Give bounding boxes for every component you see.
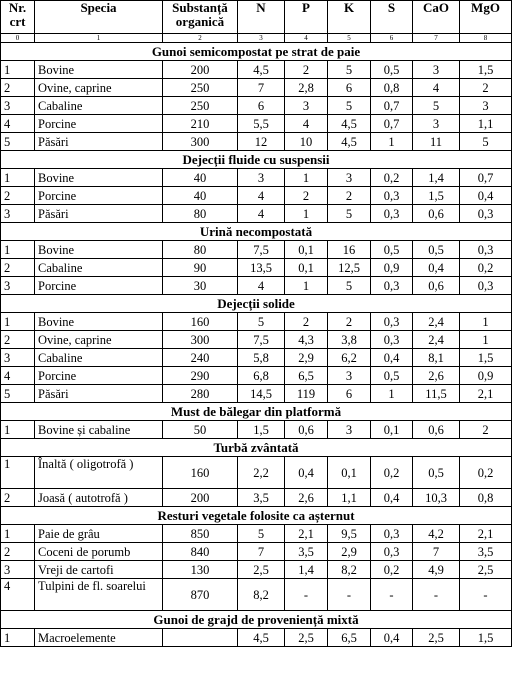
value-cell: 5 [328, 205, 371, 223]
value-cell: 3,5 [460, 543, 512, 561]
value-cell: 2,4 [413, 313, 460, 331]
value-cell: 6,8 [238, 367, 285, 385]
section-header-row [1, 43, 512, 61]
value-cell: 6 [238, 97, 285, 115]
value-cell: 119 [285, 385, 328, 403]
section-title: Gunoi semicompostat pe strat de paie [1, 43, 512, 61]
value-cell: 0,4 [371, 629, 413, 647]
value-cell: 290 [163, 367, 238, 385]
section-title: Dejecții solide [1, 295, 512, 313]
value-cell: 8,2 [238, 579, 285, 611]
value-cell: 5 [238, 525, 285, 543]
row-number-cell: 3 [1, 349, 35, 367]
value-cell: 5 [328, 97, 371, 115]
value-cell: 11 [413, 133, 460, 151]
row-number-cell: 2 [1, 259, 35, 277]
section-header-row [1, 295, 512, 313]
value-cell: 7 [238, 543, 285, 561]
value-cell: 0,5 [371, 367, 413, 385]
value-cell: 0,3 [371, 205, 413, 223]
table-row [1, 241, 512, 259]
table-row [1, 543, 512, 561]
value-cell: 1 [371, 385, 413, 403]
value-cell: 8,1 [413, 349, 460, 367]
section-header-row [1, 439, 512, 457]
row-number-cell: 1 [1, 629, 35, 647]
value-cell: 4,5 [238, 629, 285, 647]
value-cell: 1,5 [413, 187, 460, 205]
value-cell: 0,3 [460, 277, 512, 295]
value-cell: 6,2 [328, 349, 371, 367]
value-cell: 210 [163, 115, 238, 133]
value-cell: 90 [163, 259, 238, 277]
value-cell: 6 [328, 79, 371, 97]
row-number-cell: 3 [1, 277, 35, 295]
value-cell: 1 [285, 169, 328, 187]
value-cell: 1,5 [460, 61, 512, 79]
species-cell: Ovine, caprine [35, 79, 163, 97]
value-cell: 13,5 [238, 259, 285, 277]
value-cell: 4,3 [285, 331, 328, 349]
species-cell: Porcine [35, 187, 163, 205]
table-row [1, 561, 512, 579]
value-cell: 5,5 [238, 115, 285, 133]
value-cell: 9,5 [328, 525, 371, 543]
species-cell: Porcine [35, 367, 163, 385]
value-cell: 0,3 [460, 205, 512, 223]
value-cell: 6,5 [328, 629, 371, 647]
row-number-cell: 4 [1, 579, 35, 611]
value-cell: 0,3 [371, 313, 413, 331]
value-cell: 2 [460, 79, 512, 97]
section-title: Dejecții fluide cu suspensii [1, 151, 512, 169]
species-cell: Porcine [35, 115, 163, 133]
value-cell: 4,5 [328, 115, 371, 133]
value-cell: 0,5 [371, 241, 413, 259]
value-cell: 1 [460, 313, 512, 331]
table-row [1, 331, 512, 349]
value-cell: 2,5 [413, 629, 460, 647]
value-cell: 2,1 [460, 385, 512, 403]
species-cell: Ovine, caprine [35, 331, 163, 349]
row-number-cell: 4 [1, 115, 35, 133]
value-cell: 0,3 [371, 331, 413, 349]
row-number-cell: 2 [1, 331, 35, 349]
col-index: 6 [371, 34, 413, 43]
value-cell: 2,1 [285, 525, 328, 543]
value-cell: 0,2 [371, 457, 413, 489]
value-cell: 2,1 [460, 525, 512, 543]
value-cell: 7,5 [238, 331, 285, 349]
value-cell: 0,4 [371, 489, 413, 507]
value-cell: 0,3 [371, 277, 413, 295]
value-cell: 3,5 [285, 543, 328, 561]
value-cell: 130 [163, 561, 238, 579]
value-cell: 3 [328, 367, 371, 385]
value-cell: 240 [163, 349, 238, 367]
value-cell: 0,6 [285, 421, 328, 439]
table-row [1, 349, 512, 367]
value-cell: 5 [238, 313, 285, 331]
value-cell: 160 [163, 313, 238, 331]
value-cell: 0,2 [460, 457, 512, 489]
value-cell: 2 [285, 61, 328, 79]
col-index: 2 [163, 34, 238, 43]
value-cell: 0,3 [371, 187, 413, 205]
row-number-cell: 2 [1, 543, 35, 561]
value-cell: 0,7 [371, 115, 413, 133]
species-cell: Cabaline [35, 97, 163, 115]
header-row [1, 1, 512, 34]
col-index: 0 [1, 34, 35, 43]
value-cell: 1 [371, 133, 413, 151]
value-cell: 0,6 [413, 277, 460, 295]
value-cell: 3,8 [328, 331, 371, 349]
value-cell: 0,5 [413, 241, 460, 259]
value-cell: 0,5 [371, 61, 413, 79]
value-cell: 0,2 [460, 259, 512, 277]
value-cell: 7,5 [238, 241, 285, 259]
value-cell: 4 [238, 277, 285, 295]
value-cell: 850 [163, 525, 238, 543]
section-title: Must de bălegar din platformă [1, 403, 512, 421]
value-cell: 3 [285, 97, 328, 115]
value-cell: 80 [163, 241, 238, 259]
value-cell: 2 [460, 421, 512, 439]
col-header-n: N [238, 1, 285, 34]
value-cell: 0,3 [371, 543, 413, 561]
value-cell: 0,9 [371, 259, 413, 277]
row-number-cell: 2 [1, 79, 35, 97]
value-cell: 11,5 [413, 385, 460, 403]
value-cell: 2 [285, 187, 328, 205]
species-cell: Bovine [35, 61, 163, 79]
row-number-cell: 1 [1, 525, 35, 543]
value-cell: 1 [285, 277, 328, 295]
value-cell: 16 [328, 241, 371, 259]
species-cell: Păsări [35, 133, 163, 151]
value-cell: 7 [413, 543, 460, 561]
value-cell: 8,2 [328, 561, 371, 579]
col-index: 3 [238, 34, 285, 43]
row-number-cell: 2 [1, 489, 35, 507]
species-cell: Înaltă ( oligotrofă ) [35, 457, 163, 489]
value-cell: 160 [163, 457, 238, 489]
value-cell: 0,1 [285, 259, 328, 277]
row-number-cell: 1 [1, 241, 35, 259]
value-cell: 1 [460, 331, 512, 349]
section-title: Urină necompostată [1, 223, 512, 241]
species-cell: Păsări [35, 385, 163, 403]
value-cell: 5 [328, 61, 371, 79]
value-cell: 5,8 [238, 349, 285, 367]
value-cell: 40 [163, 187, 238, 205]
value-cell: 5 [413, 97, 460, 115]
value-cell: - [328, 579, 371, 611]
value-cell: 2,5 [238, 561, 285, 579]
species-cell: Păsări [35, 205, 163, 223]
value-cell: 2,6 [285, 489, 328, 507]
value-cell: 280 [163, 385, 238, 403]
table-row [1, 187, 512, 205]
table-row [1, 169, 512, 187]
table-row [1, 421, 512, 439]
row-number-cell: 2 [1, 187, 35, 205]
table-row [1, 525, 512, 543]
value-cell: 3 [413, 61, 460, 79]
row-number-cell: 3 [1, 97, 35, 115]
row-number-cell: 1 [1, 61, 35, 79]
value-cell: 6,5 [285, 367, 328, 385]
value-cell: 0,4 [371, 349, 413, 367]
table-row [1, 61, 512, 79]
col-header-substanta: Substanță organică [163, 1, 238, 34]
value-cell: 200 [163, 489, 238, 507]
value-cell: 870 [163, 579, 238, 611]
value-cell: 1,1 [460, 115, 512, 133]
value-cell: 0,9 [460, 367, 512, 385]
value-cell: - [413, 579, 460, 611]
section-header-row [1, 223, 512, 241]
col-index: 4 [285, 34, 328, 43]
row-number-cell: 1 [1, 421, 35, 439]
col-index: 5 [328, 34, 371, 43]
col-header-k: K [328, 1, 371, 34]
value-cell: 0,1 [285, 241, 328, 259]
value-cell: 4,5 [328, 133, 371, 151]
column-index-row [1, 34, 512, 43]
value-cell: 3 [328, 169, 371, 187]
value-cell: 3 [460, 97, 512, 115]
value-cell: 0,8 [460, 489, 512, 507]
col-header-specia: Specia [35, 1, 163, 34]
value-cell: 40 [163, 169, 238, 187]
value-cell: - [371, 579, 413, 611]
value-cell: 1 [285, 205, 328, 223]
table-row [1, 629, 512, 647]
value-cell: 2 [285, 313, 328, 331]
species-cell: Porcine [35, 277, 163, 295]
species-cell: Tulpini de fl. soarelui [35, 579, 163, 611]
section-header-row [1, 403, 512, 421]
col-header-s: S [371, 1, 413, 34]
table-row [1, 277, 512, 295]
value-cell: 0,1 [371, 421, 413, 439]
table-row [1, 259, 512, 277]
value-cell: 0,6 [413, 205, 460, 223]
value-cell: 10 [285, 133, 328, 151]
value-cell: 300 [163, 331, 238, 349]
table-row [1, 367, 512, 385]
species-cell: Bovine [35, 313, 163, 331]
value-cell: 4,2 [413, 525, 460, 543]
species-cell: Macroelemente [35, 629, 163, 647]
value-cell: 2,9 [285, 349, 328, 367]
value-cell: 3,5 [238, 489, 285, 507]
value-cell: 14,5 [238, 385, 285, 403]
value-cell: 3 [238, 169, 285, 187]
value-cell: 5 [460, 133, 512, 151]
value-cell: 12,5 [328, 259, 371, 277]
value-cell: 200 [163, 61, 238, 79]
species-cell: Cabaline [35, 259, 163, 277]
value-cell: 2,4 [413, 331, 460, 349]
col-header-p: P [285, 1, 328, 34]
value-cell: 250 [163, 97, 238, 115]
table-row [1, 385, 512, 403]
value-cell: 10,3 [413, 489, 460, 507]
value-cell: 2 [328, 313, 371, 331]
value-cell: 4 [285, 115, 328, 133]
value-cell: 5 [328, 277, 371, 295]
row-number-cell: 5 [1, 133, 35, 151]
value-cell: 4,9 [413, 561, 460, 579]
section-title: Gunoi de grajd de proveniență mixtă [1, 611, 512, 629]
value-cell: 1,5 [238, 421, 285, 439]
value-cell: 4,5 [238, 61, 285, 79]
value-cell: 0,2 [371, 561, 413, 579]
table-row [1, 133, 512, 151]
species-cell: Cabaline [35, 349, 163, 367]
col-header-mgo: MgO [460, 1, 512, 34]
value-cell: 840 [163, 543, 238, 561]
row-number-cell: 1 [1, 169, 35, 187]
value-cell: 0,1 [328, 457, 371, 489]
value-cell: 4 [238, 187, 285, 205]
value-cell: 3 [328, 421, 371, 439]
value-cell: - [460, 579, 512, 611]
table-body [1, 43, 512, 647]
value-cell: 80 [163, 205, 238, 223]
value-cell: 0,4 [285, 457, 328, 489]
species-cell: Bovine și cabaline [35, 421, 163, 439]
table-row [1, 205, 512, 223]
value-cell: 12 [238, 133, 285, 151]
value-cell: - [285, 579, 328, 611]
value-cell: 2,5 [285, 629, 328, 647]
value-cell: 0,3 [460, 241, 512, 259]
value-cell: 6 [328, 385, 371, 403]
table-row [1, 97, 512, 115]
value-cell: 0,2 [371, 169, 413, 187]
value-cell: 1,4 [285, 561, 328, 579]
row-number-cell: 3 [1, 205, 35, 223]
value-cell: 1,1 [328, 489, 371, 507]
species-cell: Joasă ( autotrofă ) [35, 489, 163, 507]
section-title: Resturi vegetale folosite ca așternut [1, 507, 512, 525]
value-cell: 3 [413, 115, 460, 133]
species-cell: Bovine [35, 241, 163, 259]
value-cell: 2,5 [460, 561, 512, 579]
value-cell: 0,4 [460, 187, 512, 205]
value-cell: 0,4 [413, 259, 460, 277]
value-cell: 1,4 [413, 169, 460, 187]
table-row [1, 115, 512, 133]
row-number-cell: 5 [1, 385, 35, 403]
col-header-cao: CaO [413, 1, 460, 34]
row-number-cell: 1 [1, 457, 35, 489]
col-index: 8 [460, 34, 512, 43]
value-cell: 0,7 [460, 169, 512, 187]
value-cell: 1,5 [460, 349, 512, 367]
value-cell: 7 [238, 79, 285, 97]
value-cell: 50 [163, 421, 238, 439]
species-cell: Coceni de porumb [35, 543, 163, 561]
value-cell: 0,5 [413, 457, 460, 489]
species-cell: Bovine [35, 169, 163, 187]
section-title: Turbă zvântată [1, 439, 512, 457]
value-cell: 0,7 [371, 97, 413, 115]
value-cell: 30 [163, 277, 238, 295]
row-number-cell: 3 [1, 561, 35, 579]
col-header-nr: Nr. crt [1, 1, 35, 34]
value-cell: 2,9 [328, 543, 371, 561]
value-cell: 2,8 [285, 79, 328, 97]
col-index: 1 [35, 34, 163, 43]
table-row [1, 457, 512, 489]
value-cell [163, 629, 238, 647]
species-cell: Vreji de cartofi [35, 561, 163, 579]
col-index: 7 [413, 34, 460, 43]
value-cell: 300 [163, 133, 238, 151]
value-cell: 1,5 [460, 629, 512, 647]
value-cell: 2 [328, 187, 371, 205]
table-row [1, 579, 512, 611]
row-number-cell: 4 [1, 367, 35, 385]
value-cell: 2,6 [413, 367, 460, 385]
section-header-row [1, 611, 512, 629]
value-cell: 4 [238, 205, 285, 223]
value-cell: 4 [413, 79, 460, 97]
section-header-row [1, 151, 512, 169]
section-header-row [1, 507, 512, 525]
value-cell: 0,3 [371, 525, 413, 543]
table-row [1, 79, 512, 97]
table-row [1, 489, 512, 507]
value-cell: 0,6 [413, 421, 460, 439]
row-number-cell: 1 [1, 313, 35, 331]
table-row [1, 313, 512, 331]
species-cell: Paie de grâu [35, 525, 163, 543]
value-cell: 2,2 [238, 457, 285, 489]
value-cell: 250 [163, 79, 238, 97]
value-cell: 0,8 [371, 79, 413, 97]
